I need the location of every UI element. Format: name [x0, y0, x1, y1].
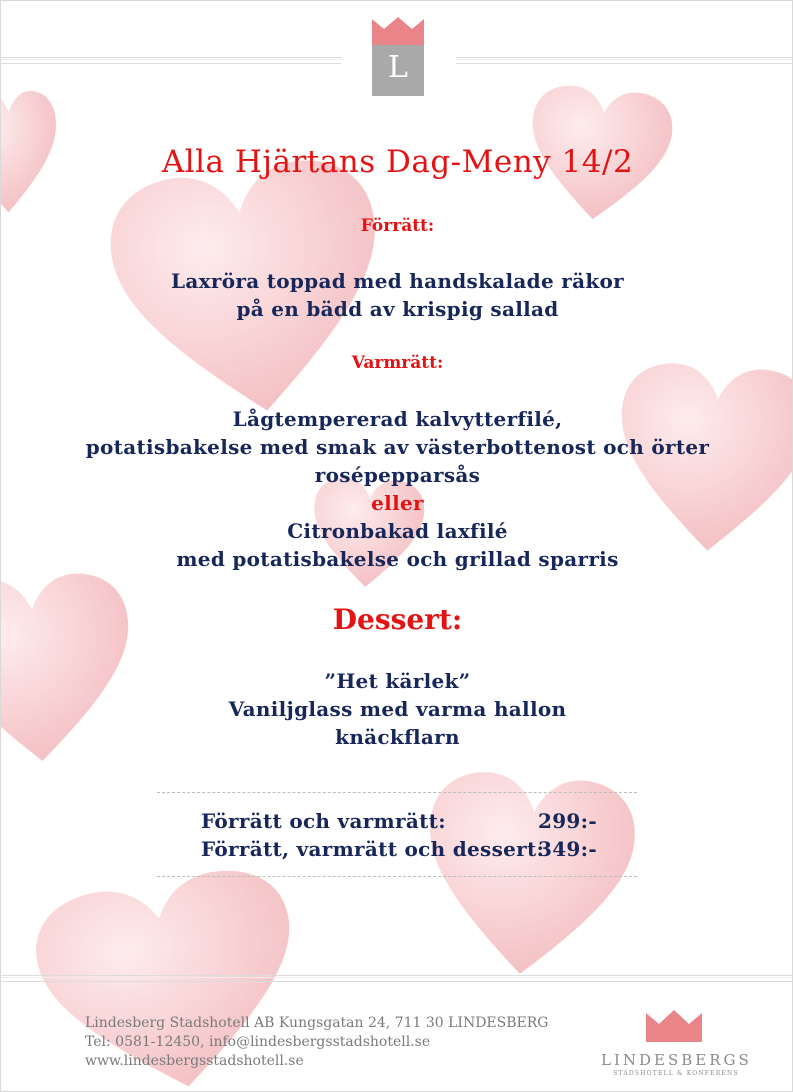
- price-value: 299:-: [538, 809, 597, 833]
- brand-sub: STADSHOTELL & KONFERENS: [613, 1070, 739, 1077]
- menu-title: Alla Hjärtans Dag-Meny 14/2: [161, 144, 634, 180]
- footer-website: www.lindesbergsstadshotell.se: [85, 1053, 304, 1069]
- logo-letter: L: [388, 50, 408, 85]
- dessert-line: Vaniljglass med varma hallon: [228, 697, 567, 721]
- brand-crown-icon: [646, 1010, 702, 1042]
- dessert-line: knäckflarn: [335, 725, 460, 749]
- main-alt-line: med potatisbakelse och grillad sparris: [176, 547, 619, 571]
- main-line: potatisbakelse med smak av västerbottenost och örter: [85, 435, 710, 459]
- brand-logo: [601, 1051, 751, 1077]
- main-line: Lågtempererad kalvytterfilé,: [232, 407, 563, 431]
- starter-line: på en bädd av krispig sallad: [236, 297, 559, 321]
- header-rule-right: [456, 57, 793, 64]
- dessert-heading: Dessert:: [332, 603, 463, 636]
- starter-heading: Förrätt:: [360, 216, 435, 236]
- main-line: rosépepparsås: [314, 463, 481, 487]
- main-alt-line: Citronbakad laxfilé: [287, 519, 508, 543]
- footer-rule: [1, 975, 793, 982]
- brand-name: LINDESBERGS: [601, 1051, 752, 1069]
- dessert-line: ”Het kärlek”: [324, 669, 471, 693]
- starter-line: Laxröra toppad med handskalade räkor: [171, 269, 624, 293]
- divider: [157, 792, 637, 793]
- main-heading: Varmrätt:: [351, 353, 444, 373]
- price-label: Förrätt, varmrätt och dessert:: [201, 837, 545, 861]
- price-label: Förrätt och varmrätt:: [201, 809, 446, 833]
- divider: [157, 876, 637, 877]
- footer-address: Lindesberg Stadshotell AB Kungsgatan 24, 711 30 LINDESBERG: [85, 1015, 549, 1031]
- price-value: 349:-: [538, 837, 597, 861]
- footer-contact: Tel: 0581-12450, info@lindesbergsstadshotell.se: [85, 1034, 431, 1050]
- or-label: eller: [371, 491, 424, 515]
- logo: [372, 45, 424, 96]
- header-rule-left: [1, 57, 341, 64]
- crown-icon: [372, 17, 424, 47]
